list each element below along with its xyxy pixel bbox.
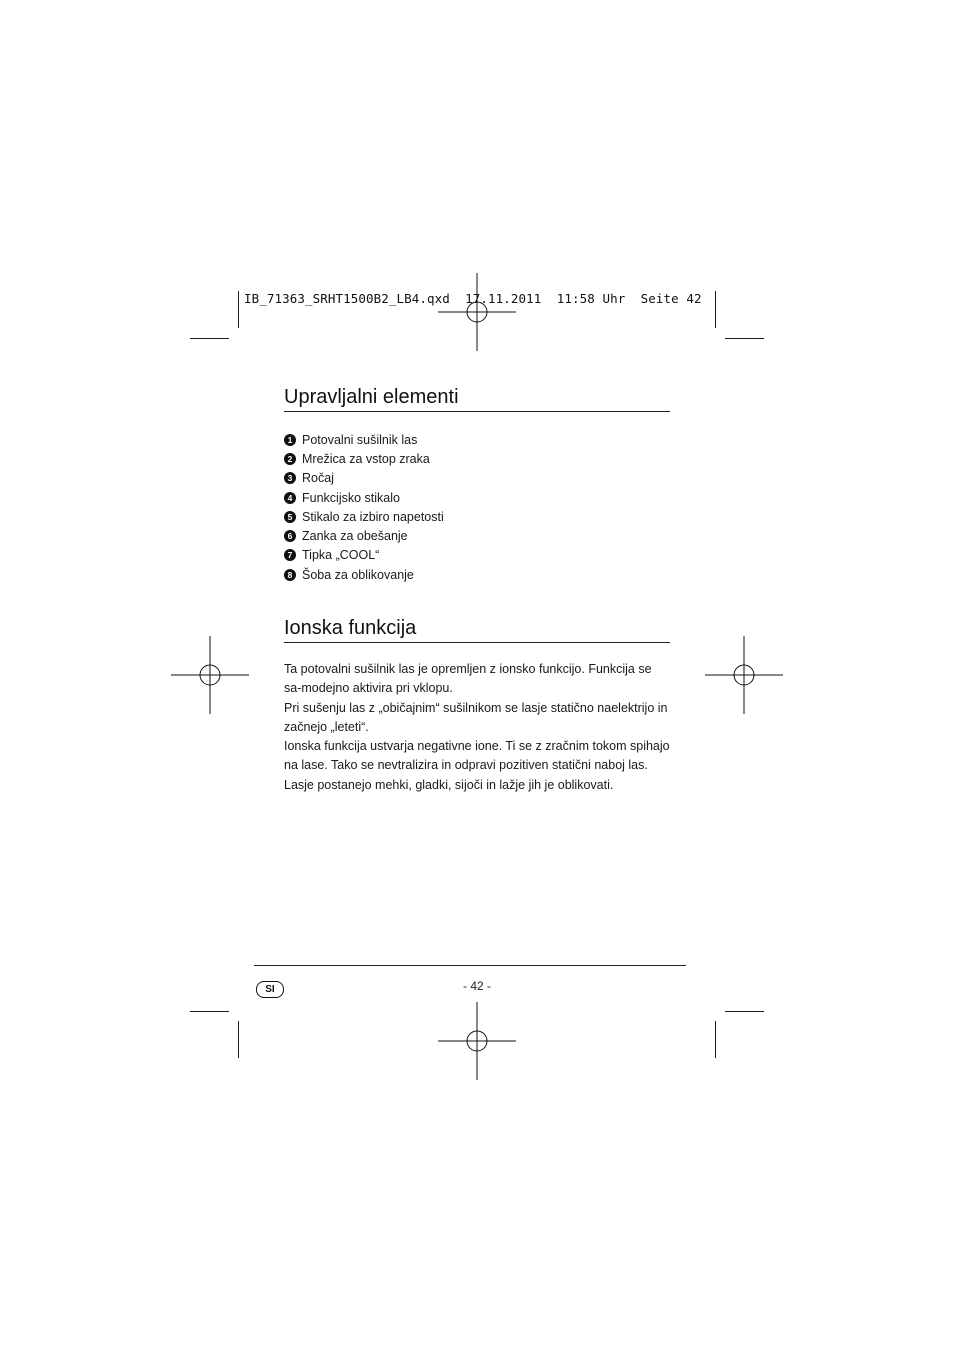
- body-text: [284, 660, 672, 795]
- crop-mark: [725, 338, 764, 339]
- footer-rule: [254, 965, 686, 966]
- crop-mark: [715, 1021, 716, 1058]
- section-heading: Ionska funkcija: [284, 616, 670, 643]
- list-item: [284, 565, 444, 584]
- item-label: Tipka „COOL“: [302, 548, 380, 563]
- number-badge: 6: [284, 530, 296, 542]
- slug-time: 11:58 Uhr: [556, 291, 626, 306]
- page-number: - 42 -: [462, 979, 491, 993]
- crop-mark: [238, 1021, 239, 1058]
- number-badge: 8: [284, 569, 296, 581]
- item-label: Potovalni sušilnik las: [302, 432, 418, 447]
- list-item: [284, 488, 444, 507]
- crop-mark: [238, 291, 239, 328]
- slug-filename: IB_71363_SRHT1500B2_LB4.qxd: [244, 291, 450, 306]
- number-badge: 7: [284, 549, 296, 561]
- number-badge: 2: [284, 453, 296, 465]
- number-badge: 5: [284, 511, 296, 523]
- paragraph: Ionska funkcija ustvarja negativne ione. Ti se z zračnim tokom spihajo na lase. Tako se nevtralizira in odpravi pozitiven statični naboj las. Lasje postanejo mehki, gladki, sijoči in lažje jih je oblikovati.: [284, 739, 670, 792]
- item-label: Zanka za obešanje: [302, 529, 408, 544]
- language-badge: SI: [256, 981, 284, 998]
- paragraph: Pri sušenju las z „običajnim“ sušilnikom se lasje statično naelektrijo in začnejo „leteti“.: [284, 700, 668, 734]
- number-badge: 4: [284, 492, 296, 504]
- list-item: [284, 507, 444, 526]
- list-item: [284, 430, 444, 449]
- list-item: [284, 449, 444, 468]
- paragraph: Ta potovalni sušilnik las je opremljen z ionsko funkcijo. Funkcija se sa-modejno aktivira pri vklopu.: [284, 662, 652, 696]
- item-label: Ročaj: [302, 471, 334, 486]
- registration-mark-icon: [438, 273, 516, 351]
- parts-list: [284, 430, 444, 584]
- item-label: Mrežica za vstop zraka: [302, 451, 430, 466]
- crop-mark: [725, 1011, 764, 1012]
- list-item: [284, 526, 444, 545]
- slug-page: Seite 42: [640, 291, 702, 306]
- registration-mark-icon: [705, 636, 783, 714]
- list-item: [284, 469, 444, 488]
- item-label: Funkcijsko stikalo: [302, 490, 400, 505]
- number-badge: 1: [284, 434, 296, 446]
- print-slug: [244, 291, 702, 306]
- number-badge: 3: [284, 472, 296, 484]
- slug-date: 17.11.2011: [465, 291, 542, 306]
- crop-mark: [715, 291, 716, 328]
- section-heading: Upravljalni elementi: [284, 385, 670, 412]
- item-label: Stikalo za izbiro napetosti: [302, 509, 444, 524]
- item-label: Šoba za oblikovanje: [302, 567, 414, 582]
- crop-mark: [190, 1011, 229, 1012]
- crop-mark: [190, 338, 229, 339]
- registration-mark-icon: [438, 1002, 516, 1080]
- registration-mark-icon: [171, 636, 249, 714]
- list-item: [284, 546, 444, 565]
